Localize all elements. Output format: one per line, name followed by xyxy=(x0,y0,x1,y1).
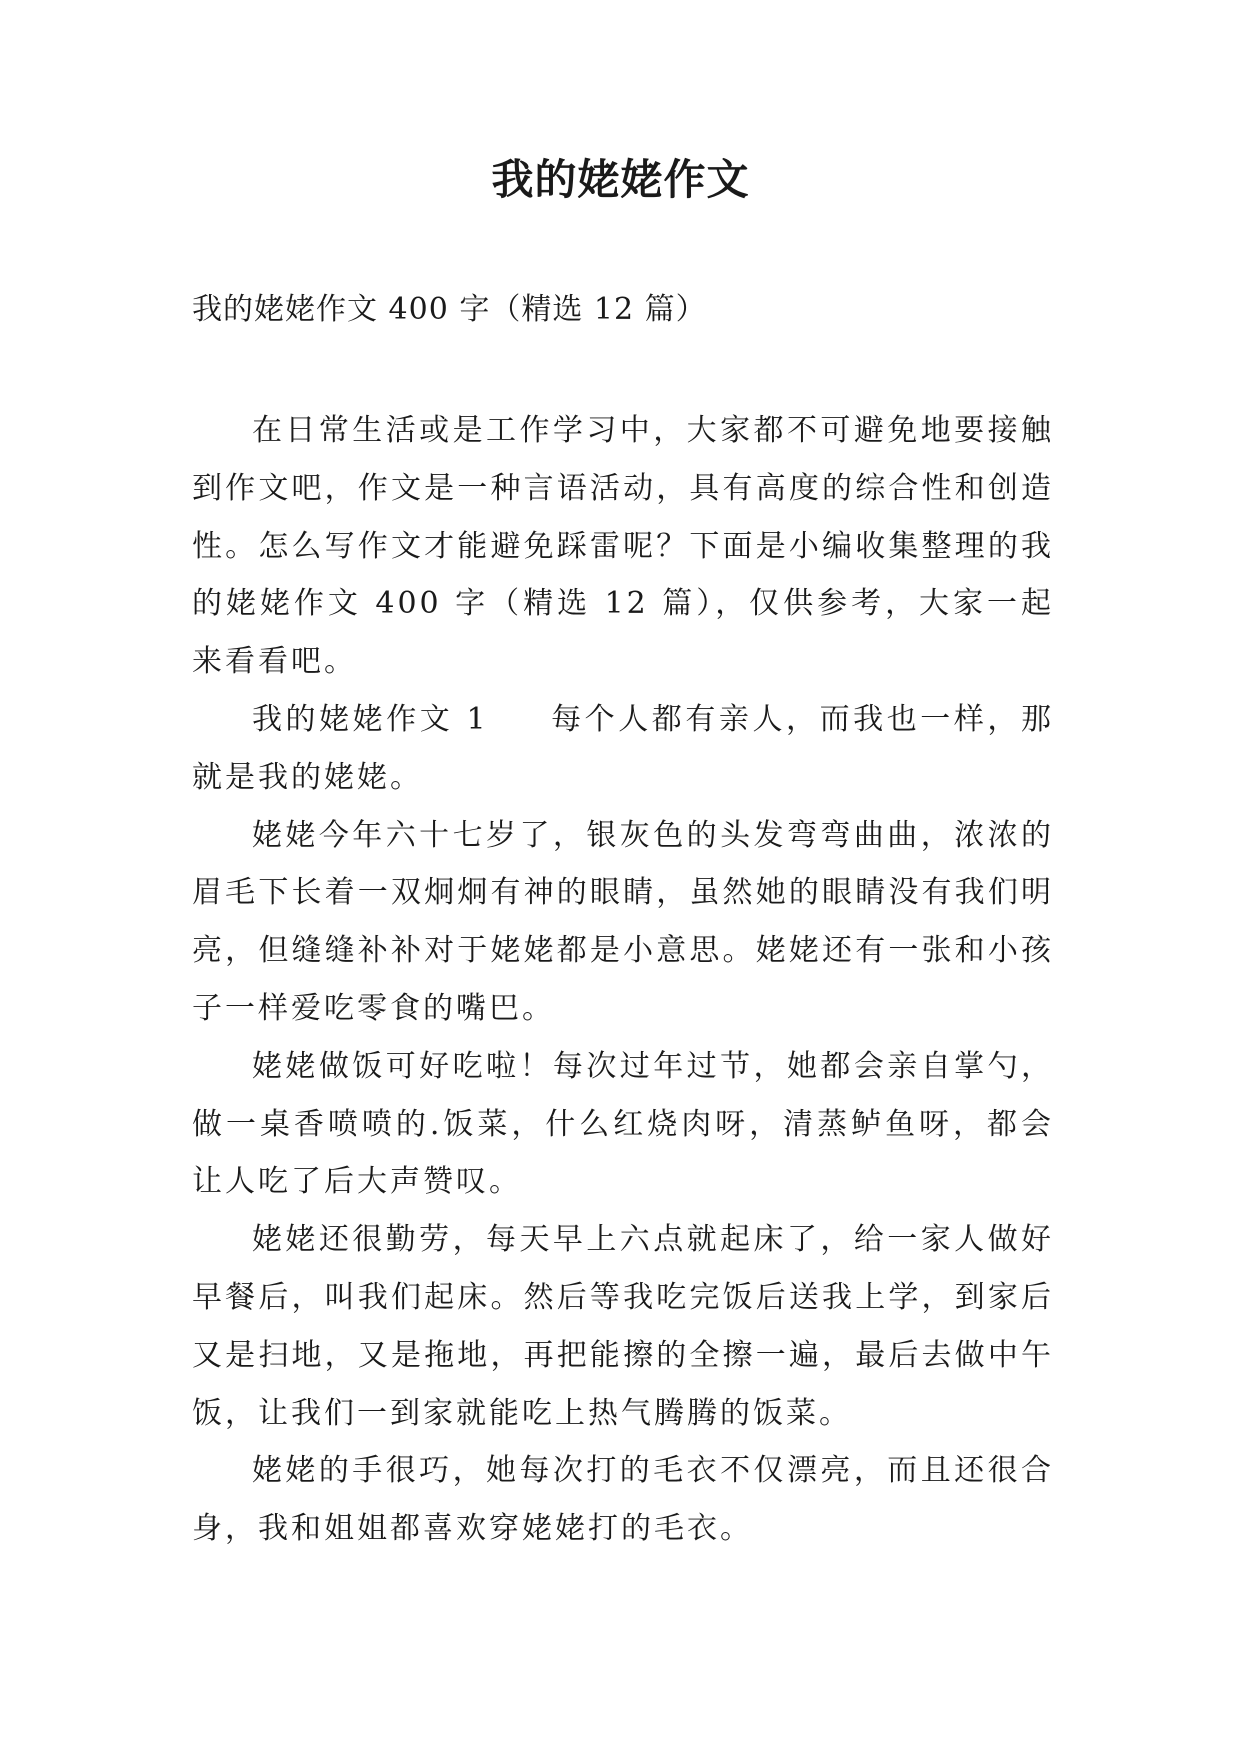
document-subtitle: 我的姥姥作文 400 字（精选 12 篇） xyxy=(192,292,707,327)
essay-1-heading: 我的姥姥作文 1 xyxy=(252,701,489,737)
essay-paragraph-knitting: 姥姥的手很巧，她每次打的毛衣不仅漂亮，而且还很合身，我和姐姐都喜欢穿姥姥打的毛衣。 xyxy=(192,1453,1054,1547)
essay-1-opening xyxy=(192,691,1054,807)
intro-paragraph: 在日常生活或是工作学习中，大家都不可避免地要接触到作文吧，作文是一种言语活动，具有高度的综合性和创造性。怎么写作文才能避免踩雷呢？下面是小编收集整理的我的姥姥作文 400 字（精选 12 篇），仅供参考，大家一起来看看吧。 xyxy=(192,413,1054,680)
document-title: 我的姥姥作文 xyxy=(491,155,750,204)
document-body xyxy=(192,402,1054,1558)
essay-paragraph-appearance: 姥姥今年六十七岁了，银灰色的头发弯弯曲曲，浓浓的眉毛下长着一双炯炯有神的眼睛，虽然她的眼睛没有我们明亮，但缝缝补补对于姥姥都是小意思。姥姥还有一张和小孩子一样爱吃零食的嘴巴。 xyxy=(192,817,1054,1026)
essay-paragraph-diligence: 姥姥还很勤劳，每天早上六点就起床了，给一家人做好早餐后，叫我们起床。然后等我吃完饭后送我上学，到家后又是扫地，又是拖地，再把能擦的全擦一遍，最后去做中午饭，让我们一到家就能吃上热气腾腾的饭菜。 xyxy=(192,1222,1054,1431)
essay-paragraph-cooking: 姥姥做饭可好吃啦！每次过年过节，她都会亲自掌勺，做一桌香喷喷的.饭菜，什么红烧肉呀，清蒸鲈鱼呀，都会让人吃了后大声赞叹。 xyxy=(192,1048,1054,1200)
essay-1-opening-text: 每个人都有亲人，而我也一样，那就是我的姥姥。 xyxy=(192,701,1054,795)
